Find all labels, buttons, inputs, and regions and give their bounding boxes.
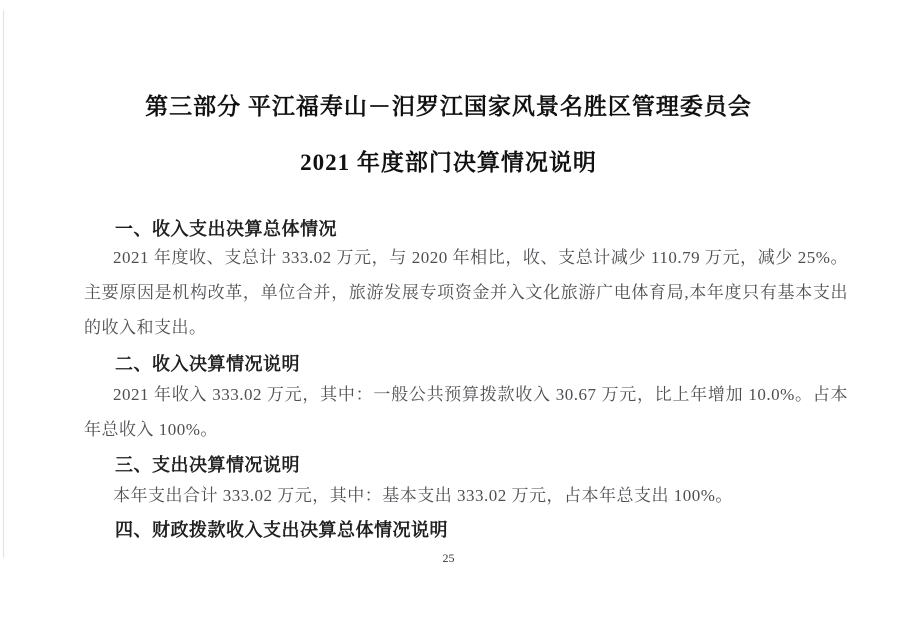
section-4-heading: 四、财政拨款收入支出决算总体情况说明 [115, 520, 448, 540]
section-2-heading: 二、收入决算情况说明 [115, 354, 300, 374]
section-2-paragraph-line-1: 2021 年收入 333.02 万元，其中：一般公共预算拨款收入 30.67 万元，比上年增加 10.0%。占本 [113, 385, 848, 404]
section-1-heading: 一、收入支出决算总体情况 [115, 219, 337, 239]
section-1-paragraph-line-3: 的收入和支出。 [84, 318, 207, 337]
document-subtitle: 2021 年度部门决算情况说明 [300, 150, 597, 175]
page-number: 25 [442, 551, 455, 565]
section-1-paragraph-line-1: 2021 年度收、支总计 333.02 万元，与 2020 年相比，收、支总计减少 110.79 万元，减少 25%。 [113, 248, 848, 267]
section-3-heading: 三、支出决算情况说明 [115, 455, 300, 475]
section-3-paragraph-line-1: 本年支出合计 333.02 万元，其中：基本支出 333.02 万元，占本年总支出 100%。 [113, 486, 733, 505]
section-2-paragraph-line-2: 年总收入 100%。 [84, 420, 218, 439]
section-1-paragraph-line-2: 主要原因是机构改革，单位合并，旅游发展专项资金并入文化旅游广电体育局,本年度只有基本支出 [84, 283, 848, 302]
document-title: 第三部分 平江福寿山－汨罗江国家风景名胜区管理委员会 [145, 94, 752, 119]
